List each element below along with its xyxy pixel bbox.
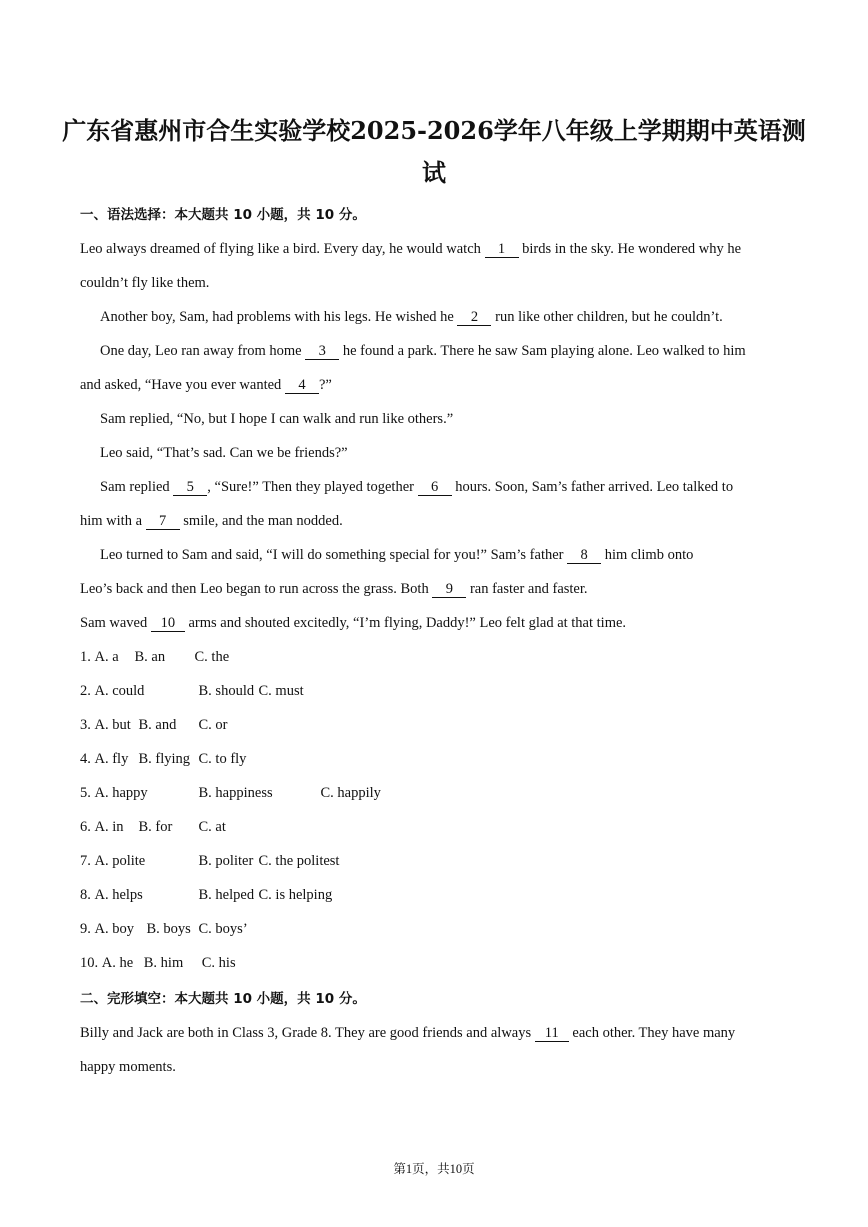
blank-6: 6	[418, 480, 452, 496]
option-a: A. polite	[94, 853, 146, 869]
question-number: 3.	[80, 717, 91, 733]
option-b: B. and	[138, 717, 177, 733]
blank-9: 9	[432, 582, 466, 598]
option-b: B. happiness	[198, 785, 273, 801]
question-number: 1.	[80, 649, 91, 665]
question-number: 8.	[80, 887, 91, 903]
question-item	[80, 818, 800, 836]
question-item	[80, 886, 800, 904]
passage-line	[80, 376, 800, 394]
blank-1: 1	[485, 242, 519, 258]
option-c: C. boys’	[198, 921, 248, 937]
text: each other. They have many	[568, 1025, 736, 1041]
text: him with a	[80, 513, 146, 529]
option-a: A. could	[94, 683, 145, 699]
question-number: 2.	[80, 683, 91, 699]
option-c: C. his	[201, 955, 236, 971]
text: he found a park. There he saw Sam playing alone. Leo walked to him	[339, 343, 746, 359]
passage-line	[80, 580, 800, 598]
question-number: 7.	[80, 853, 91, 869]
text: ?”	[318, 377, 332, 393]
option-a: A. in	[94, 819, 124, 835]
text: ran faster and faster.	[466, 581, 588, 597]
option-c: C. must	[258, 683, 304, 699]
question-item	[80, 682, 800, 700]
question-number: 6.	[80, 819, 91, 835]
option-a: A. fly	[94, 751, 129, 767]
option-b: B. politer	[198, 853, 254, 869]
option-b: B. him	[143, 955, 184, 971]
question-number: 9.	[80, 921, 91, 937]
question-item	[80, 784, 800, 802]
text: , “Sure!” Then they played together	[207, 479, 418, 495]
text: Sam waved	[80, 615, 151, 631]
text: him climb onto	[601, 547, 694, 563]
option-c: C. the	[194, 649, 230, 665]
blank-2: 2	[457, 310, 491, 326]
option-c: C. at	[198, 819, 226, 835]
passage-line: happy moments.	[80, 1059, 176, 1075]
question-item	[80, 648, 800, 666]
question-number: 5.	[80, 785, 91, 801]
passage-line	[80, 614, 800, 632]
option-b: B. flying	[138, 751, 191, 767]
blank-10: 10	[151, 616, 185, 632]
text: arms and shouted excitedly, “I’m flying, Daddy!” Leo felt glad at that time.	[184, 615, 627, 631]
option-b: B. helped	[198, 887, 255, 903]
option-b: B. should	[198, 683, 255, 699]
text: run like other children, but he couldn’t.	[491, 309, 723, 325]
blank-11: 11	[535, 1026, 569, 1042]
option-b: B. boys	[146, 921, 191, 937]
option-a: A. a	[94, 649, 119, 665]
text: hours. Soon, Sam’s father arrived. Leo talked to	[451, 479, 734, 495]
option-c: C. to fly	[198, 751, 247, 767]
question-item	[80, 852, 800, 870]
title-line-1: 广东省惠州市合生实验学校2025-2026学年八年级上学期期中英语测	[62, 116, 806, 145]
question-number: 10.	[80, 955, 99, 971]
passage-line: Leo said, “That’s sad. Can we be friends?”	[100, 445, 348, 461]
passage-line: Sam replied, “No, but I hope I can walk and run like others.”	[100, 411, 454, 427]
option-a: A. but	[94, 717, 131, 733]
passage-line	[100, 546, 800, 564]
passage-line	[100, 478, 800, 496]
option-a: A. helps	[94, 887, 143, 903]
passage-line	[100, 342, 800, 360]
question-item	[80, 954, 800, 972]
section-2-heading: 二、完形填空：本大题共 10 小题，共 10 分。	[80, 991, 366, 1007]
text: Sam replied	[100, 479, 174, 495]
text: Leo always dreamed of flying like a bird. Every day, he would watch	[80, 241, 485, 257]
option-c: C. happily	[320, 785, 381, 801]
text: Another boy, Sam, had problems with his legs. He wished he	[100, 309, 458, 325]
blank-5: 5	[173, 480, 207, 496]
option-a: A. happy	[94, 785, 148, 801]
blank-8: 8	[567, 548, 601, 564]
passage-line	[80, 1024, 800, 1042]
section-1-heading: 一、语法选择：本大题共 10 小题，共 10 分。	[80, 207, 366, 223]
text: birds in the sky. He wondered why he	[518, 241, 742, 257]
blank-3: 3	[305, 344, 339, 360]
question-number: 4.	[80, 751, 91, 767]
page-footer: 第1页，共10页	[393, 1162, 475, 1176]
text: and asked, “Have you ever wanted	[80, 377, 285, 393]
passage-line	[80, 240, 800, 258]
question-item	[80, 920, 800, 938]
passage-line: couldn’t fly like them.	[80, 275, 210, 291]
option-a: A. boy	[94, 921, 134, 937]
option-c: C. or	[198, 717, 228, 733]
text: Leo turned to Sam and said, “I will do something special for you!” Sam’s father	[100, 547, 568, 563]
blank-7: 7	[146, 514, 180, 530]
passage-line	[100, 308, 800, 326]
option-a: A. he	[101, 955, 134, 971]
title-line-2: 试	[422, 158, 446, 187]
blank-4: 4	[285, 378, 319, 394]
passage-line	[80, 512, 800, 530]
question-item	[80, 716, 800, 734]
option-b: B. an	[134, 649, 166, 665]
option-c: C. is helping	[258, 887, 333, 903]
option-b: B. for	[138, 819, 173, 835]
option-c: C. the politest	[258, 853, 340, 869]
question-item	[80, 750, 800, 768]
text: Leo’s back and then Leo began to run across the grass. Both	[80, 581, 433, 597]
text: One day, Leo ran away from home	[100, 343, 306, 359]
text: Billy and Jack are both in Class 3, Grade 8. They are good friends and always	[80, 1025, 535, 1041]
page-title	[40, 110, 828, 194]
text: smile, and the man nodded.	[179, 513, 343, 529]
